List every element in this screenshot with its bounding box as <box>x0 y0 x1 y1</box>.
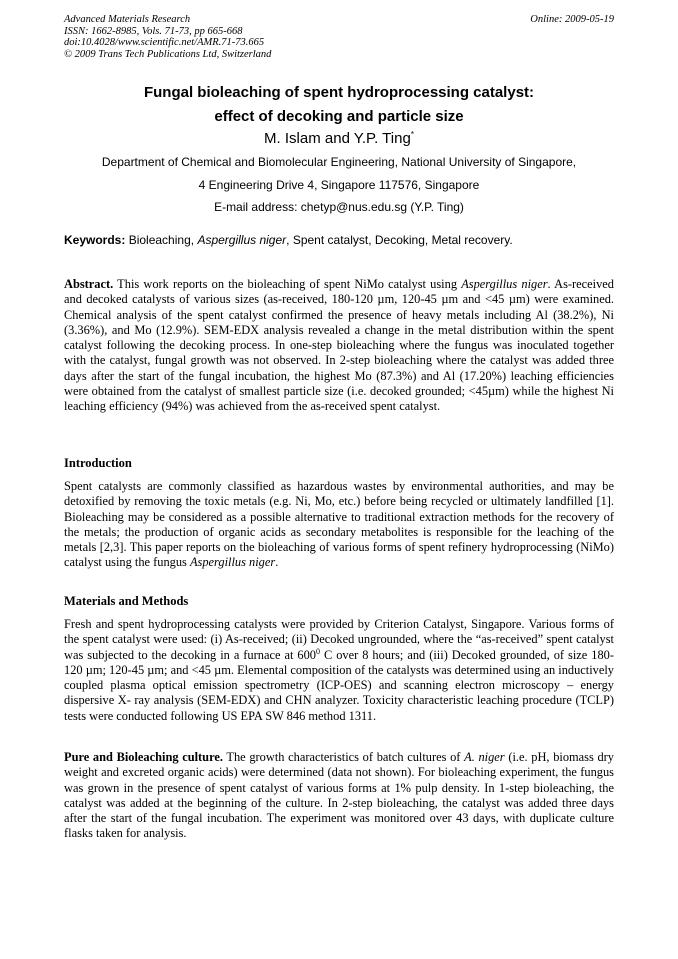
culture-heading: Pure and Bioleaching culture. <box>64 750 223 764</box>
journal-name: Advanced Materials Research <box>64 14 191 25</box>
abstract <box>64 277 614 415</box>
methods-heading: Materials and Methods <box>64 594 189 608</box>
affiliation-email: E-mail address: chetyp@nus.edu.sg (Y.P. Ting) <box>214 200 464 214</box>
online-date: Online: 2009-05-19 <box>530 14 614 25</box>
journal-doi: doi:10.4028/www.scientific.net/AMR.71-73.665 <box>64 37 265 48</box>
keyword-species: Aspergillus niger <box>197 233 287 247</box>
keyword-rest: , Spent catalyst, Decoking, Metal recovery. <box>286 233 513 247</box>
methods-text-1: Fresh and spent hydroprocessing catalysts were provided by Criterion Catalyst, Singapore. Various forms of the spent catalyst were used: (i) As-received; (ii) Decoked ungrounded, where the “as-received” spent catalyst was subjected to the decoking in a furnace at 600 <box>64 617 614 662</box>
corresponding-mark: * <box>410 130 414 139</box>
introduction-species: Aspergillus niger <box>189 555 276 570</box>
culture-text-2: (i.e. pH, biomass dry weight and excreted organic acids) were determined (data not shown). For bioleaching experiment, the fungus was grown in the presence of spent catalyst of various forms at 1% pulp density. In 1-step bioleaching, the catalyst was added at the beginning of the culture. In 2-step bioleaching, the catalyst was added three days after the start of the fungal incubation. The experiment was monitored over 43 days, with duplicate culture flasks taken for analysis. <box>64 750 615 841</box>
culture-text-1: The growth characteristics of batch cultures of <box>222 750 465 764</box>
affiliation-line-2: 4 Engineering Drive 4, Singapore 117576, Singapore <box>198 178 480 192</box>
keywords-label: Keywords: <box>64 233 126 247</box>
abstract-label: Abstract. <box>64 277 114 291</box>
abstract-text-2: . As-received and decoked catalysts of various sizes (as-received, 180-120 µm, 120-45 µm and <45 µm) were examined. Chemical analysis of the spent catalyst confirmed the presence of heavy metals including Al (38.2%), Ni (3.36%), and Mo (12.9%). SEM-EDX analysis revealed a change in the metal distribution within the spent catalyst following the decoking process. In one-step bioleaching where the fungus was inoculated together with the catalyst, fungal growth was not observed. In 2-step bioleaching where the catalyst was added three days after the start of the fungal incubation, the highest Mo (87.3%) and Al (17.20%) leaching efficiencies were obtained from the catalyst of smallest particle size (i.e. decoked grounded; <45µm) while the highest Ni leaching efficiency (94%) was achieved from the as-received spent catalyst. <box>64 277 614 414</box>
journal-header <box>64 14 271 60</box>
introduction-text-2: . <box>275 555 279 570</box>
keyword-1: Bioleaching, <box>128 233 195 247</box>
introduction-body <box>64 479 614 571</box>
culture-species: A. niger <box>464 750 505 764</box>
paper-title-line-1: Fungal bioleaching of spent hydroprocessing catalyst: <box>143 84 535 101</box>
affiliation-line-1: Department of Chemical and Biomolecular Engineering, National University of Singapore, <box>101 155 577 169</box>
abstract-species: Aspergillus niger <box>461 277 548 291</box>
culture-paragraph <box>64 750 614 842</box>
paper-title-line-2: effect of decoking and particle size <box>214 108 464 125</box>
journal-copyright: © 2009 Trans Tech Publications Ltd, Switzerland <box>64 48 272 60</box>
keywords <box>64 233 616 247</box>
author-names: M. Islam and Y.P. Ting <box>264 130 411 147</box>
abstract-text-1: This work reports on the bioleaching of spent NiMo catalyst using <box>113 277 462 291</box>
introduction-heading: Introduction <box>64 456 132 470</box>
introduction-text-1: Spent catalysts are commonly classified as hazardous wastes by environmental authorities, and may be detoxified by removing the toxic metals (e.g. Ni, Mo, etc.) before being recycled or ultimately landfilled [1]. Bioleaching may be considered as a possible alternative to traditional extraction methods for the recovery of the metals; the production of organic acids as secondary metabolites is responsible for the leaching of the metals [2,3]. This paper reports on the bioleaching of various forms of spent refinery hydroprocessing (NiMo) catalyst using the fungus <box>64 479 614 570</box>
journal-issn: ISSN: 1662-8985, Vols. 71-73, pp 665-668 <box>64 25 243 37</box>
authors <box>40 130 638 147</box>
methods-body <box>64 617 614 724</box>
methods-text-2: C over 8 hours; and (iii) Decoked grounded, of size 180-120 µm; 120-45 µm; and <45 µm. Elemental composition of the catalysts was determined using an inductively coupled plasma optical emission spectrometry (ICP-OES) and scanning electron microscopy – energy dispersive X- ray analysis (SEM-EDX) and CHN analyzer. Toxicity characteristic leaching procedure (TCLP) tests were conducted following US EPA SW 846 method 1311. <box>64 647 614 723</box>
degree-mark: 0 <box>315 646 320 656</box>
